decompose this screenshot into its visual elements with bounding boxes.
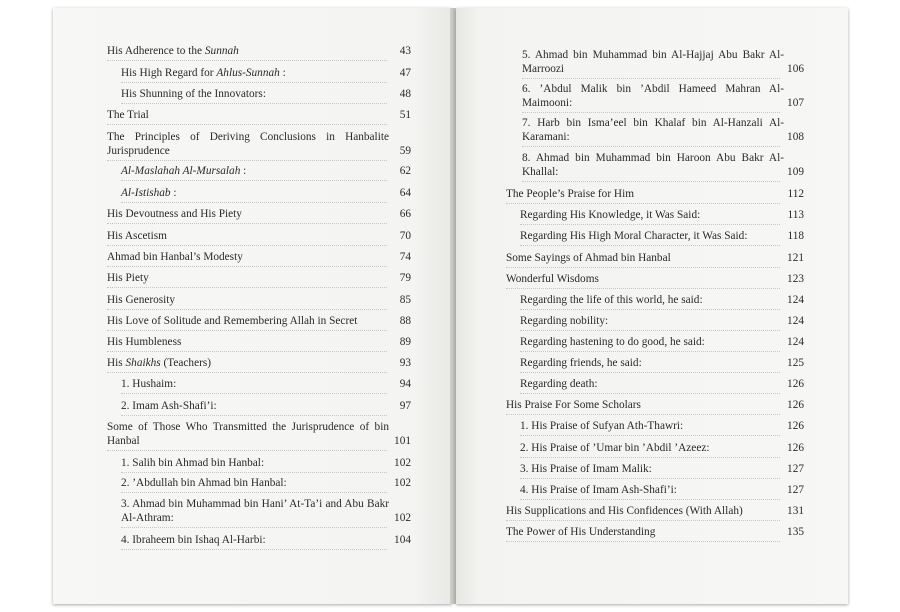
toc-page-number: 74	[399, 251, 411, 263]
toc-page-number: 104	[394, 534, 411, 546]
toc-dotted-rule	[107, 124, 387, 125]
toc-entry-title: Regarding hastening to do good, he said:	[520, 336, 705, 348]
toc-page-number: 79	[399, 272, 411, 284]
toc-entry	[520, 208, 804, 224]
toc-entry	[121, 164, 411, 180]
toc-dotted-rule	[107, 309, 387, 310]
toc-entry-title: His Humbleness	[107, 336, 182, 348]
toc-entry	[107, 130, 411, 160]
toc-entry	[506, 187, 804, 203]
toc-entry-title: 8. Ahmad bin Muhammad bin Haroon Abu Bakr Al-Khallal:	[522, 152, 784, 178]
toc-dotted-rule	[506, 414, 780, 415]
toc-dotted-rule	[520, 457, 780, 458]
toc-entry	[522, 82, 804, 112]
toc-entry-title: 7. Harb bin Isma’eel bin Khalaf bin Al-Hanzali Al-Karamani:	[522, 117, 784, 143]
toc-entry-title: His High Regard for Ahlus-Sunnah :	[121, 67, 286, 79]
toc-entry	[520, 229, 804, 245]
toc-page-number: 51	[399, 109, 411, 121]
toc-dotted-rule	[506, 288, 780, 289]
toc-page-number: 109	[787, 166, 804, 178]
toc-entry-title: His Shaikhs (Teachers)	[107, 357, 212, 369]
toc-page-number: 101	[394, 435, 411, 447]
toc-entry	[121, 497, 411, 527]
toc-entry-title: Regarding His High Moral Character, it Was Said:	[520, 230, 748, 242]
toc-dotted-rule	[506, 541, 780, 542]
toc-entry	[107, 420, 411, 450]
toc-entry-title: Al-Maslahah Al-Mursalah :	[121, 165, 247, 177]
toc-entry	[121, 456, 411, 472]
toc-dotted-rule	[522, 78, 780, 79]
toc-entry-title: 1. His Praise of Sufyan Ath-Thawri:	[520, 420, 684, 432]
toc-entry	[121, 533, 411, 549]
toc-page-number: 47	[399, 67, 411, 79]
toc-page-number: 66	[399, 208, 411, 220]
toc-page-number: 85	[399, 294, 411, 306]
right-page	[456, 8, 848, 604]
toc-entry-title: His Generosity	[107, 294, 176, 306]
toc-page-number: 70	[399, 230, 411, 242]
toc-dotted-rule	[520, 435, 780, 436]
toc-entry-title: Wonderful Wisdoms	[506, 273, 599, 285]
toc-page-number: 113	[787, 209, 804, 221]
toc-dotted-rule	[520, 351, 780, 352]
toc-entry	[522, 48, 804, 78]
toc-page-number: 127	[787, 484, 804, 496]
toc-entry	[520, 293, 804, 309]
toc-entry	[107, 356, 411, 372]
toc-page-number: 106	[787, 63, 804, 75]
toc-entry-title: 4. His Praise of Imam Ash-Shafi’i:	[520, 484, 677, 496]
toc-entry-title: His Ascetism	[107, 230, 167, 242]
toc-entry-title: His Supplications and His Confidences (With Allah)	[506, 505, 743, 517]
toc-entry-title: 1. Hushaim:	[121, 378, 177, 390]
toc-page-number: 107	[787, 97, 804, 109]
toc-entry-title: Regarding His Knowledge, it Was Said:	[520, 209, 701, 221]
toc-dotted-rule	[520, 245, 780, 246]
toc-page-number: 121	[787, 252, 804, 264]
toc-entry-title: His Piety	[107, 272, 149, 284]
toc-dotted-rule	[520, 224, 780, 225]
toc-entry	[121, 476, 411, 492]
toc-entry	[520, 377, 804, 393]
toc-entry	[520, 441, 804, 457]
toc-entry-title: 2. His Praise of ’Umar bin ’Abdil ’Azeez:	[520, 442, 710, 454]
toc-page-number: 112	[787, 188, 804, 200]
toc-page-number: 108	[787, 131, 804, 143]
toc-entry-title: His Devoutness and His Piety	[107, 208, 242, 220]
toc-entry-title: His Adherence to the Sunnah	[107, 45, 239, 57]
toc-dotted-rule	[121, 82, 387, 83]
toc-dotted-rule	[107, 450, 387, 451]
toc-page-number: 93	[399, 357, 411, 369]
toc-page-number: 127	[787, 463, 804, 475]
toc-entry	[107, 44, 411, 60]
toc-page-number: 88	[399, 315, 411, 327]
toc-entry	[107, 108, 411, 124]
toc-entry	[520, 356, 804, 372]
toc-dotted-rule	[121, 202, 387, 203]
toc-page-number: 126	[787, 399, 804, 411]
toc-entry-title: Al-Istishab :	[121, 187, 177, 199]
toc-entry-title: 3. Ahmad bin Muhammad bin Hani’ At-Ta’i and Abu Bakr Al-Athram:	[121, 498, 389, 524]
toc-dotted-rule	[520, 372, 780, 373]
toc-entry	[520, 483, 804, 499]
toc-entry	[121, 377, 411, 393]
toc-entry	[506, 398, 804, 414]
toc-dotted-rule	[121, 180, 387, 181]
toc-entry	[121, 186, 411, 202]
toc-dotted-rule	[121, 549, 387, 550]
toc-entry-title: Some Sayings of Ahmad bin Hanbal	[506, 252, 671, 264]
toc-dotted-rule	[520, 393, 780, 394]
toc-entry	[107, 293, 411, 309]
toc-dotted-rule	[107, 266, 387, 267]
toc-entry	[107, 271, 411, 287]
toc-entry	[121, 399, 411, 415]
toc-entry-title: His Shunning of the Innovators:	[121, 88, 266, 100]
left-page	[53, 8, 452, 604]
toc-entry-title: The Power of His Understanding	[506, 526, 656, 538]
toc-dotted-rule	[506, 520, 780, 521]
toc-entry	[506, 525, 804, 541]
toc-dotted-rule	[107, 372, 387, 373]
toc-page-number: 48	[399, 88, 411, 100]
toc-entry-title: 2. ’Abdullah bin Ahmad bin Hanbal:	[121, 477, 287, 489]
toc-dotted-rule	[522, 112, 780, 113]
toc-dotted-rule	[121, 415, 387, 416]
toc-entry-title: His Praise For Some Scholars	[506, 399, 641, 411]
toc-entry	[520, 335, 804, 351]
toc-dotted-rule	[107, 287, 387, 288]
toc-entry	[520, 314, 804, 330]
toc-entry	[506, 272, 804, 288]
toc-page-number: 124	[787, 294, 804, 306]
toc-dotted-rule	[522, 181, 780, 182]
toc-page-number: 43	[399, 45, 411, 57]
toc-dotted-rule	[121, 103, 387, 104]
toc-dotted-rule	[506, 203, 780, 204]
toc-entry-title: Ahmad bin Hanbal’s Modesty	[107, 251, 243, 263]
toc-page-number: 102	[394, 512, 411, 524]
toc-entry	[107, 250, 411, 266]
toc-entry-title: Some of Those Who Transmitted the Jurisprudence of bin Hanbal	[107, 421, 389, 447]
toc-page-number: 97	[399, 400, 411, 412]
toc-page-number: 124	[787, 315, 804, 327]
toc-entry	[107, 335, 411, 351]
toc-dotted-rule	[107, 223, 387, 224]
toc-entry	[522, 151, 804, 181]
toc-entry-title: 3. His Praise of Imam Malik:	[520, 463, 652, 475]
toc-page-number: 94	[399, 378, 411, 390]
toc-dotted-rule	[520, 330, 780, 331]
toc-entry-title: The Trial	[107, 109, 149, 121]
toc-entry	[522, 116, 804, 146]
toc-entry-title: 6. ’Abdul Malik bin ’Abdil Hameed Mahran Al-Maimooni:	[522, 83, 784, 109]
toc-page-number: 124	[787, 336, 804, 348]
toc-entry	[107, 229, 411, 245]
toc-entry	[506, 251, 804, 267]
toc-page-number: 118	[787, 230, 804, 242]
toc-entry-title: 4. Ibraheem bin Ishaq Al-Harbi:	[121, 534, 266, 546]
toc-entry-title: Regarding nobility:	[520, 315, 609, 327]
toc-page-number: 125	[787, 357, 804, 369]
toc-dotted-rule	[121, 393, 387, 394]
toc-entry-title: 5. Ahmad bin Muhammad bin Al-Hajjaj Abu Bakr Al-Marroozi	[522, 49, 784, 75]
toc-entry-title: Regarding friends, he said:	[520, 357, 642, 369]
toc-entry-title: 2. Imam Ash-Shafi’i:	[121, 400, 217, 412]
toc-entry-title: Regarding the life of this world, he said:	[520, 294, 703, 306]
toc-dotted-rule	[121, 492, 387, 493]
toc-page-number: 126	[787, 378, 804, 390]
toc-dotted-rule	[520, 499, 780, 500]
toc-entry-title: His Love of Solitude and Remembering Allah in Secret	[107, 315, 358, 327]
toc-dotted-rule	[520, 309, 780, 310]
toc-page-number: 102	[394, 477, 411, 489]
toc-entry-title: The People’s Praise for Him	[506, 188, 635, 200]
toc-entry	[520, 462, 804, 478]
toc-dotted-rule	[506, 267, 780, 268]
toc-entry-title: The Principles of Deriving Conclusions in Hanbalite Jurisprudence	[107, 131, 389, 157]
toc-entry	[520, 419, 804, 435]
toc-entry	[506, 504, 804, 520]
toc-page-number: 126	[787, 420, 804, 432]
toc-entry	[121, 66, 411, 82]
toc-dotted-rule	[520, 478, 780, 479]
toc-page-number: 131	[787, 505, 804, 517]
toc-entry	[107, 314, 411, 330]
toc-entry	[121, 87, 411, 103]
toc-dotted-rule	[107, 351, 387, 352]
toc-dotted-rule	[107, 245, 387, 246]
toc-entry-title: 1. Salih bin Ahmad bin Hanbal:	[121, 457, 265, 469]
toc-dotted-rule	[107, 60, 387, 61]
toc-dotted-rule	[107, 330, 387, 331]
toc-dotted-rule	[107, 160, 387, 161]
toc-dotted-rule	[121, 472, 387, 473]
toc-page-number: 89	[399, 336, 411, 348]
toc-entry	[107, 207, 411, 223]
toc-page-number: 123	[787, 273, 804, 285]
toc-page-number: 135	[787, 526, 804, 538]
toc-page-number: 126	[787, 442, 804, 454]
toc-dotted-rule	[522, 146, 780, 147]
toc-page-number: 64	[399, 187, 411, 199]
toc-page-number: 62	[399, 165, 411, 177]
toc-page-number: 102	[394, 457, 411, 469]
toc-dotted-rule	[121, 527, 387, 528]
toc-entry-title: Regarding death:	[520, 378, 598, 390]
toc-page-number: 59	[399, 145, 411, 157]
